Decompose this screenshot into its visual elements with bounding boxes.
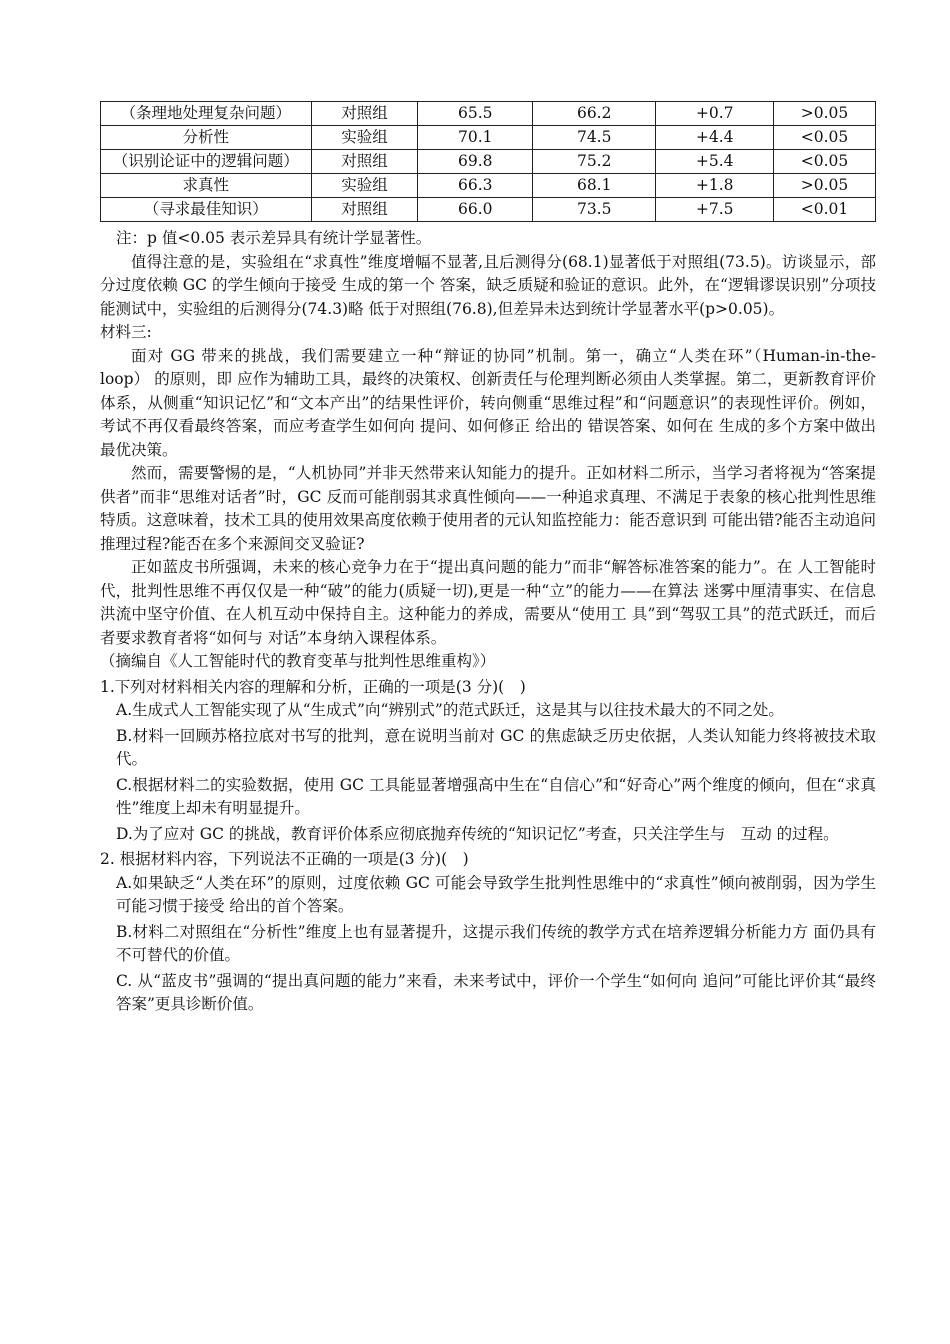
- dimension-cell: （寻求最佳知识）: [101, 198, 312, 222]
- group-cell: 实验组: [311, 126, 418, 150]
- posttest-cell: 74.5: [533, 126, 656, 150]
- pretest-cell: 69.8: [418, 150, 533, 174]
- table-row: [101, 126, 876, 150]
- pretest-cell: 70.1: [418, 126, 533, 150]
- change-cell: +0.7: [656, 102, 774, 126]
- paragraph-caution: 然而，需要警惕的是，“人机协同”并非天然带来认知能力的提升。正如材料二所示，当学习者将视为“答案提供者”而非“思维对话者”时，GC 反而可能削弱其求真性倾向——一种追求真理、不满足于表象的核心批判性思维特质。这意味着，技术工具的使用效果高度依赖于使用者的元认知监控能力：能否意识到 可能出错?能否主动追问 推理过程?能否在多个来源间交叉验证?: [100, 464, 876, 553]
- posttest-cell: 73.5: [533, 198, 656, 222]
- table-row: [101, 102, 876, 126]
- paragraph-blue-book: 正如蓝皮书所强调，未来的核心竞争力在于“提出真问题的能力”而非“解答标准答案的能力”。在 人工智能时代，批判性思维不再仅仅是一种“破”的能力(质疑一切),更是一种“立”的能力——在算法 迷雾中厘清事实、在信息洪流中坚守价值、在人机互动中保持自主。这种能力的养成，需要从“使用工 具”到“驾驭工具”的范式跃迁，而后者要求教育者将“如何与 对话”本身纳入课程体系。: [100, 558, 876, 647]
- pretest-cell: 66.0: [418, 198, 533, 222]
- paragraph-dialectical-collaboration: 面对 GG 带来的挑战，我们需要建立一种“辩证的协同”机制。第一，确立“人类在环”（Human-in-the-loop） 的原则，即 应作为辅助工具，最终的决策权、创新责任与伦理判断必须由人类掌握。第二，更新教育评价体系，从侧重“知识记忆”和“文本产出”的结果性评价，转向侧重“思维过程”和“问题意识”的表现性评价。例如，考试不再仅看最终答案，而应考查学生如何向 提问、如何修正 给出的 错误答案、如何在 生成的多个方案中做出最优决策。: [100, 346, 876, 459]
- p-value-cell: <0.01: [773, 198, 875, 222]
- question-1-option-a: A.生成式人工智能实现了从“生成式”向“辨别式”的范式跃迁，这是其与以往技术最大的不同之处。: [116, 701, 784, 719]
- p-value-cell: <0.05: [773, 150, 875, 174]
- dimension-cell: （识别论证中的逻辑问题）: [101, 150, 312, 174]
- change-cell: +5.4: [656, 150, 774, 174]
- dimension-cell: 分析性: [101, 126, 312, 150]
- dimension-cell: （条理地处理复杂问题）: [101, 102, 312, 126]
- group-cell: 对照组: [311, 102, 418, 126]
- question-2-option-b: B.材料二对照组在“分析性”维度上也有显著提升，这提示我们传统的教学方式在培养逻辑分析能力方 面仍具有不可替代的价值。: [116, 922, 876, 964]
- body-text: [100, 227, 876, 1017]
- group-cell: 对照组: [311, 150, 418, 174]
- group-cell: 实验组: [311, 174, 418, 198]
- table-note: 注：p 值<0.05 表示差异具有统计学显著性。: [116, 229, 432, 247]
- results-table: [100, 101, 876, 222]
- paragraph-findings: 值得注意的是，实验组在“求真性”维度增幅不显著,且后测得分(68.1)显著低于对照组(73.5)。访谈显示，部分过度依赖 GC 的学生倾向于接受 生成的第一个 答案，缺乏质疑和验证的意识。此外，在“逻辑谬误识别”分项技能测试中，实验组的后测得分(74.3)略 低于对照组(76.8),但差异未达到统计学显著水平(p>0.05)。: [100, 252, 876, 318]
- source-citation: （摘编自《人工智能时代的教育变革与批判性思维重构》）: [100, 652, 496, 670]
- group-cell: 对照组: [311, 198, 418, 222]
- table-row: [101, 150, 876, 174]
- p-value-cell: >0.05: [773, 174, 875, 198]
- dimension-cell: 求真性: [101, 174, 312, 198]
- question-2-stem: 2. 根据材料内容，下列说法不正确的一项是(3 分)( ): [100, 850, 469, 868]
- change-cell: +7.5: [656, 198, 774, 222]
- question-2-option-a: A.如果缺乏“人类在环”的原则，过度依赖 GC 可能会导致学生批判性思维中的“求真性”倾向被削弱，因为学生可能习惯于接受 给出的首个答案。: [116, 873, 876, 915]
- p-value-cell: <0.05: [773, 126, 875, 150]
- material-three-heading: 材料三:: [100, 323, 152, 341]
- change-cell: +4.4: [656, 126, 774, 150]
- change-cell: +1.8: [656, 174, 774, 198]
- p-value-cell: >0.05: [773, 102, 875, 126]
- question-1-option-c: C.根据材料二的实验数据，使用 GC 工具能显著增强高中生在“自信心”和“好奇心”两个维度的倾向，但在“求真性”维度上却未有明显提升。: [116, 775, 876, 817]
- pretest-cell: 65.5: [418, 102, 533, 126]
- question-2-option-c: C. 从“蓝皮书”强调的“提出真问题的能力”来看，未来考试中，评价一个学生“如何向 追问”可能比评价其“最终答案”更具诊断价值。: [116, 971, 876, 1013]
- pretest-cell: 66.3: [418, 174, 533, 198]
- table-row: [101, 174, 876, 198]
- table-row: [101, 198, 876, 222]
- posttest-cell: 66.2: [533, 102, 656, 126]
- posttest-cell: 68.1: [533, 174, 656, 198]
- question-1-stem: 1.下列对材料相关内容的理解和分析，正确的一项是(3 分)( ): [100, 677, 526, 696]
- posttest-cell: 75.2: [533, 150, 656, 174]
- question-1-option-d: D.为了应对 GC 的挑战，教育评价体系应彻底抛弃传统的“知识记忆”考查，只关注学生与 互动 的过程。: [116, 824, 839, 843]
- question-1-option-b: B.材料一回顾苏格拉底对书写的批判，意在说明当前对 GC 的焦虑缺乏历史依据，人类认知能力终将被技术取代。: [116, 726, 876, 768]
